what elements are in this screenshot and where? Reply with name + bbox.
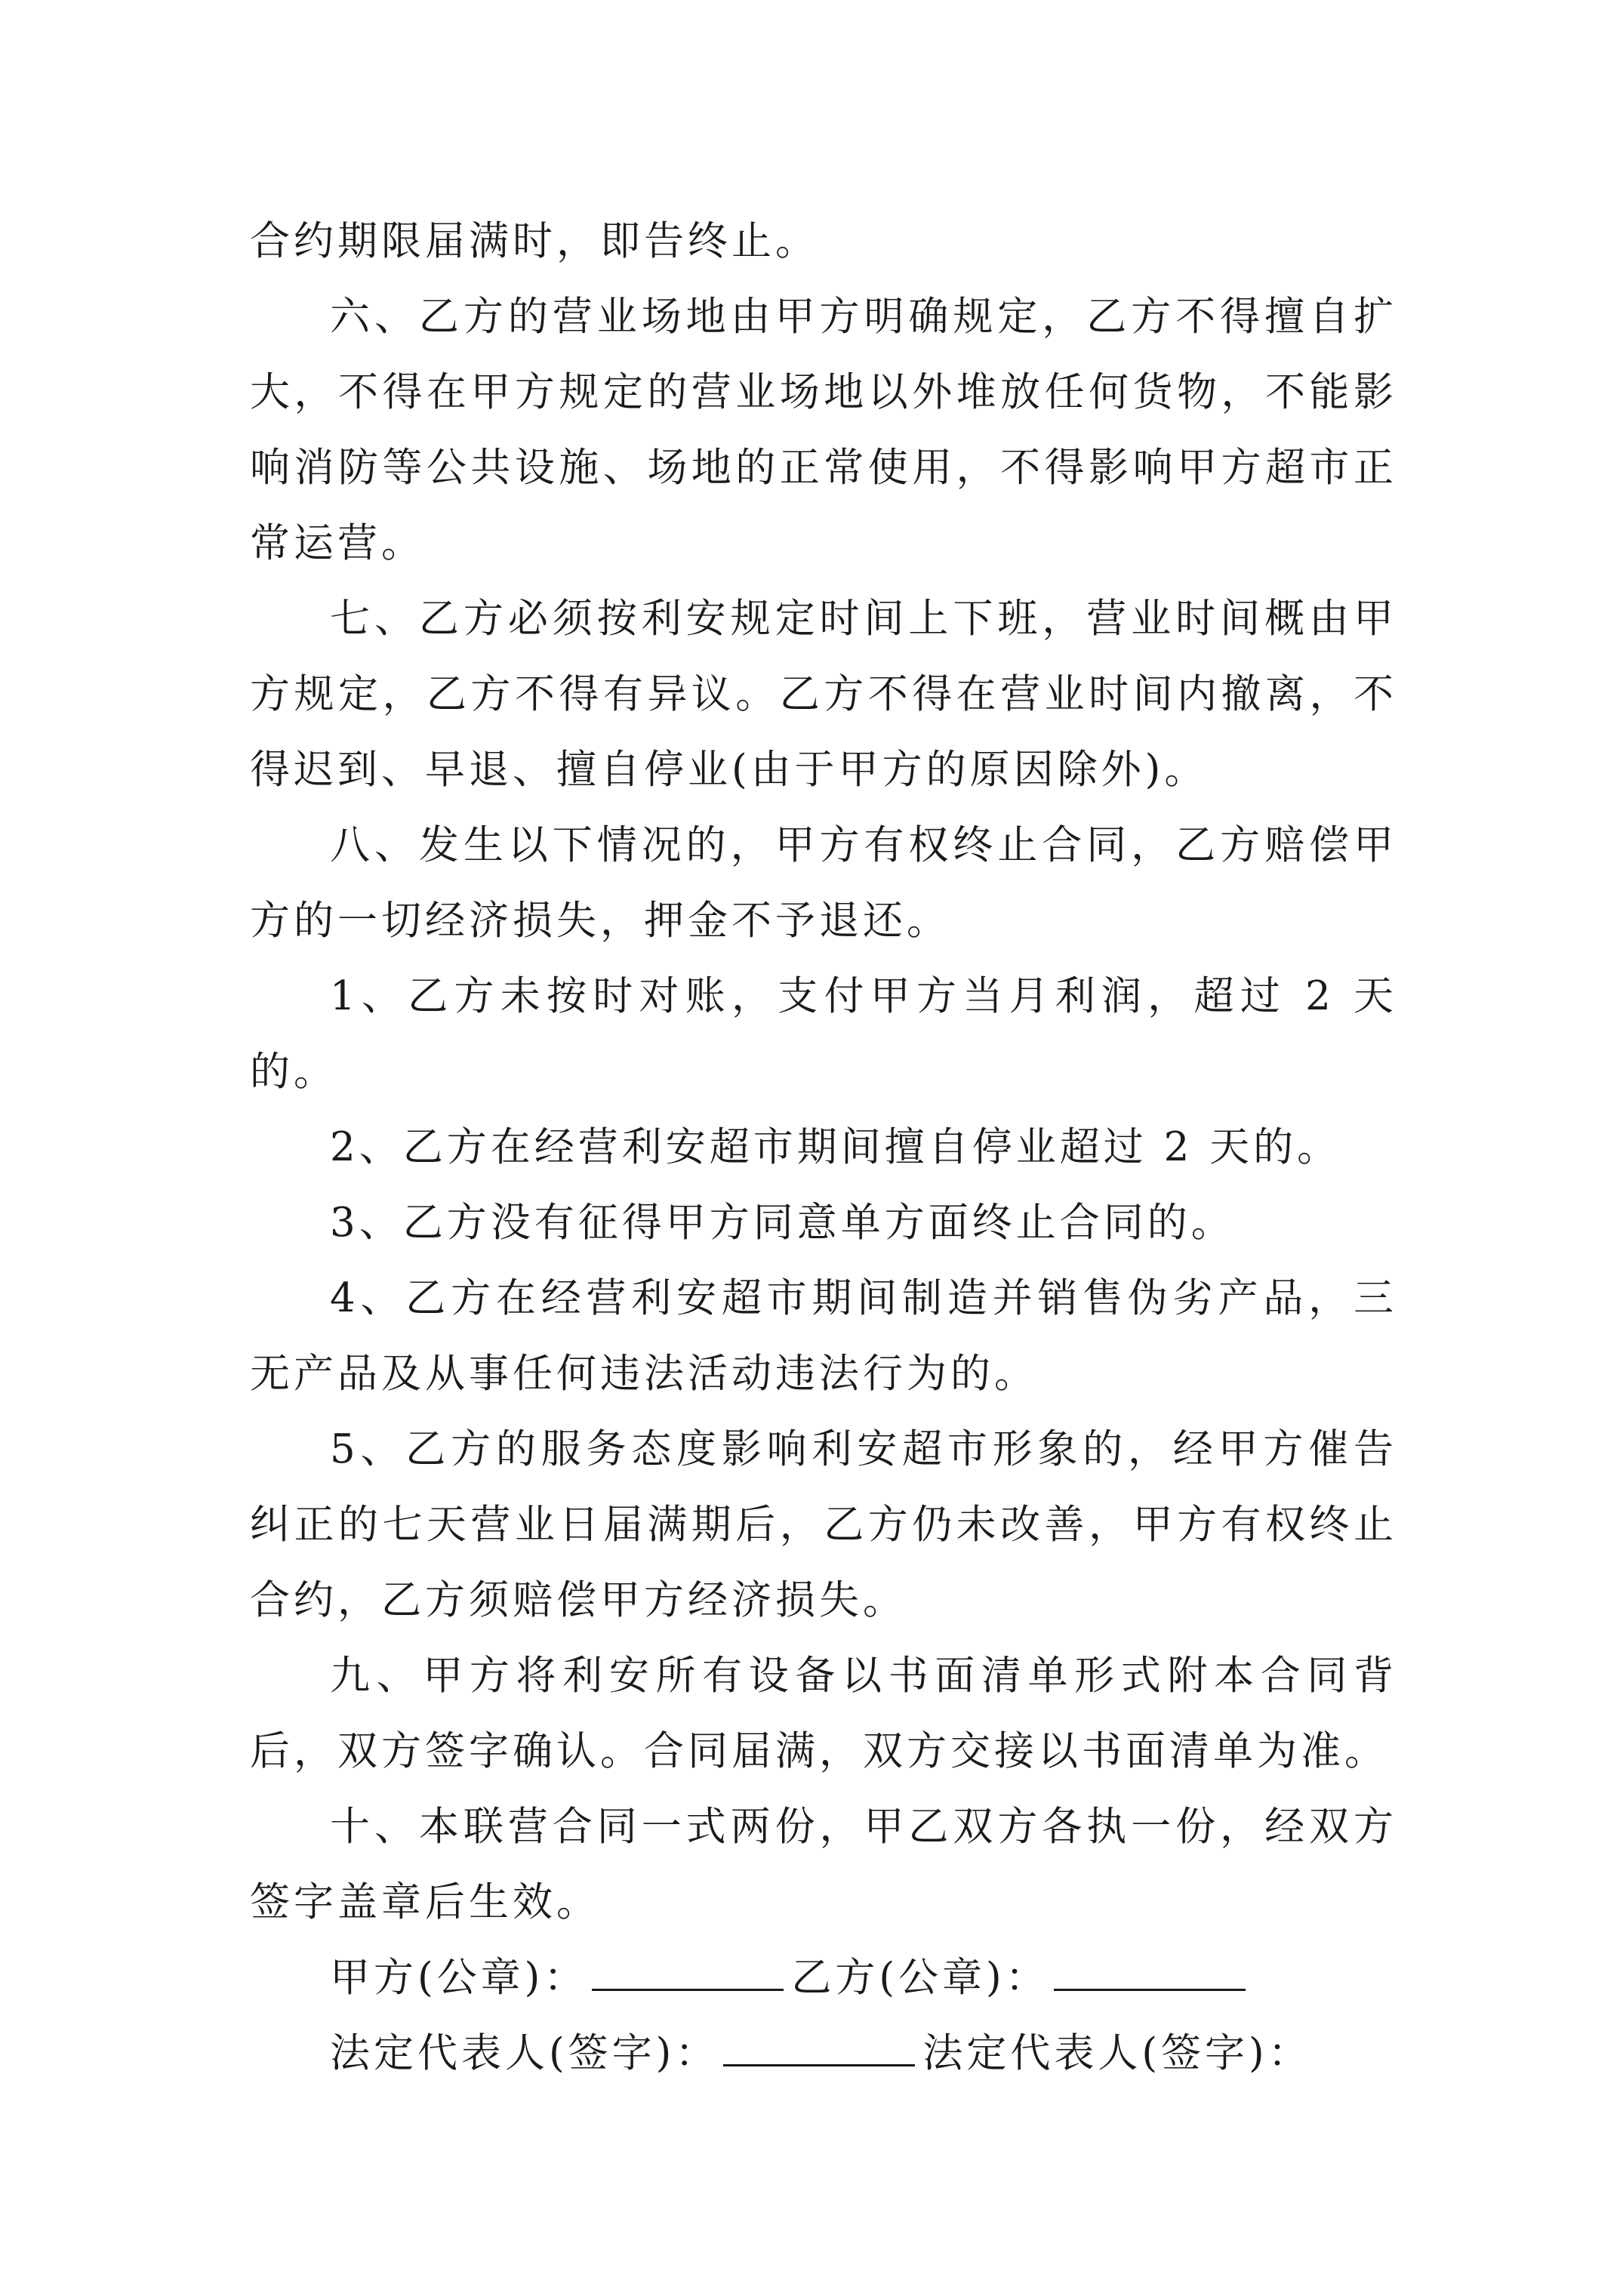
paragraph-clause-eight-item-1: 1、乙方未按时对账，支付甲方当月利润，超过 2 天的。 <box>250 973 1397 1095</box>
paragraph-clause-eight: 八、发生以下情况的，甲方有权终止合同，乙方赔偿甲方的一切经济损失，押金不予退还。 <box>250 822 1397 944</box>
paragraph-clause-nine: 九、甲方将利安所有设备以书面清单形式附本合同背后，双方签字确认。合同届满，双方交接以书面清单为准。 <box>250 1653 1397 1774</box>
paragraph-clause-eight-item-3: 3、乙方没有征得甲方同意单方面终止合同的。 <box>330 1200 1235 1246</box>
signature-line-seals <box>250 1940 1397 2016</box>
paragraph-clause-six: 六、乙方的营业场地由甲方明确规定，乙方不得擅自扩大，不得在甲方规定的营业场地以外堆放任何货物，不能影响消防等公共设施、场地的正常使用，不得影响甲方超市正常运营。 <box>250 294 1397 566</box>
party-a-rep-blank <box>723 2031 915 2066</box>
party-a-seal-label: 甲方(公章)： <box>330 1955 588 2001</box>
paragraph-clause-eight-item-2: 2、乙方在经营利安超市期间擅自停业超过 2 天的。 <box>330 1124 1341 1170</box>
party-b-rep-label: 法定代表人(签字)： <box>922 2030 1312 2076</box>
signature-line-representatives <box>250 2016 1397 2091</box>
party-b-seal-label: 乙方(公章)： <box>791 1955 1049 2001</box>
contract-body <box>250 204 1397 2091</box>
party-b-seal-blank <box>1054 1955 1246 1991</box>
party-a-rep-label: 法定代表人(签字)： <box>330 2030 719 2076</box>
paragraph-continuation: 合约期限届满时，即告终止。 <box>250 218 819 264</box>
paragraph-clause-ten: 十、本联营合同一式两份，甲乙双方各执一份，经双方签字盖章后生效。 <box>250 1804 1397 1925</box>
party-a-seal-blank <box>592 1955 784 1991</box>
paragraph-clause-seven: 七、乙方必须按利安规定时间上下班，营业时间概由甲方规定，乙方不得有异议。乙方不得在营业时间内撤离，不得迟到、早退、擅自停业(由于甲方的原因除外)。 <box>250 596 1397 793</box>
paragraph-clause-eight-item-4: 4、乙方在经营利安超市期间制造并销售伪劣产品，三无产品及从事任何违法活动违法行为的。 <box>250 1275 1397 1397</box>
paragraph-clause-eight-item-5: 5、乙方的服务态度影响利安超市形象的，经甲方催告纠正的七天营业日届满期后，乙方仍未改善，甲方有权终止合约，乙方须赔偿甲方经济损失。 <box>250 1426 1397 1623</box>
